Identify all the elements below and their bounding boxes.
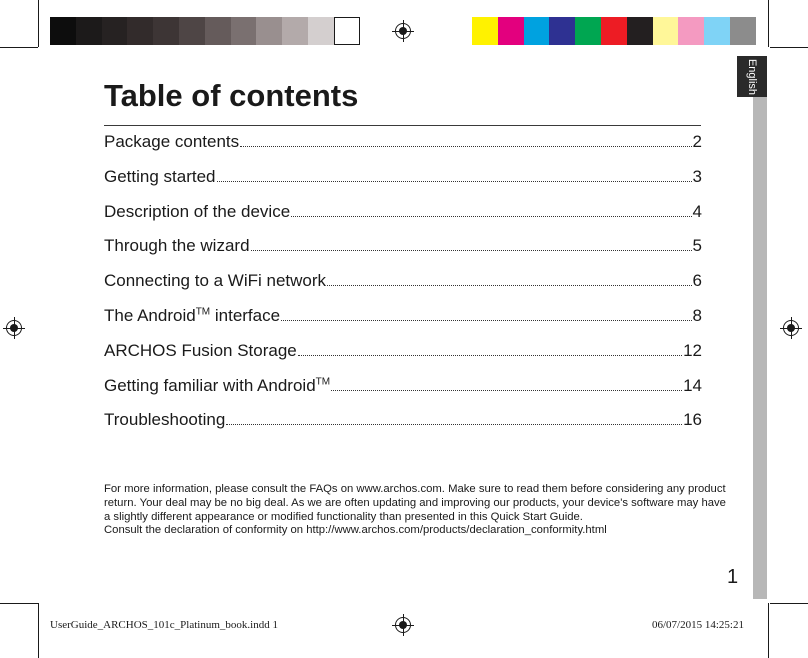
- page-number: 1: [727, 566, 739, 588]
- registration-mark-icon: [780, 317, 802, 339]
- color-swatch: [102, 17, 128, 45]
- dot-leader: [281, 320, 691, 321]
- color-swatch: [308, 17, 334, 45]
- toc-entry[interactable]: [104, 306, 702, 341]
- crop-mark: [0, 47, 38, 48]
- crop-mark: [770, 603, 808, 604]
- toc-entry[interactable]: [104, 341, 702, 376]
- toc-entry-page: 8: [692, 305, 702, 325]
- crop-mark: [38, 0, 39, 47]
- language-tab-label: English: [746, 58, 758, 95]
- registration-mark-icon: [392, 614, 414, 636]
- toc-entry-label: Description of the device: [104, 201, 291, 221]
- toc-entry-page: 5: [692, 236, 702, 256]
- title-rule: [104, 125, 701, 126]
- toc-entry-page: 2: [692, 132, 702, 151]
- page-title: Table of contents: [104, 78, 359, 113]
- dot-leader: [226, 424, 682, 425]
- color-swatch: [205, 17, 231, 45]
- trademark-sup: TM: [315, 375, 331, 387]
- trademark-sup: TM: [195, 306, 211, 318]
- color-swatch: [256, 17, 282, 45]
- color-swatch: [50, 17, 76, 45]
- dot-leader: [331, 390, 682, 391]
- color-swatch: [549, 17, 575, 45]
- color-swatch: [627, 17, 653, 45]
- dot-leader: [240, 146, 691, 147]
- toc-entry-page: 12: [683, 340, 702, 360]
- color-swatch: [179, 17, 205, 45]
- dot-leader: [327, 285, 691, 286]
- dot-leader: [217, 181, 692, 182]
- toc-entry-label: Getting started: [104, 166, 216, 186]
- color-swatch: [153, 17, 179, 45]
- color-swatch: [653, 17, 679, 45]
- color-swatch: [127, 17, 153, 45]
- color-swatch: [472, 17, 498, 45]
- toc-entry[interactable]: [104, 167, 702, 202]
- side-bar: [753, 97, 767, 599]
- color-swatch: [524, 17, 550, 45]
- toc-entry-label: The Android™ interface: [104, 305, 281, 325]
- toc-entry-page: 3: [692, 166, 702, 186]
- toc-entry-label: Connecting to a WiFi network: [104, 271, 327, 291]
- process-color-bar: [472, 17, 756, 45]
- crop-mark: [768, 603, 769, 658]
- toc-entry[interactable]: [104, 376, 702, 411]
- slug-timestamp: 06/07/2015 14:25:21: [652, 619, 744, 631]
- table-of-contents: [104, 132, 702, 445]
- gray-color-bar: [50, 17, 360, 45]
- slug-filename: UserGuide_ARCHOS_101c_Platinum_book.indd 1: [50, 619, 278, 631]
- color-swatch: [498, 17, 524, 45]
- toc-entry[interactable]: [104, 132, 702, 167]
- toc-entry-page: 14: [683, 375, 702, 395]
- registration-mark-icon: [3, 317, 25, 339]
- color-swatch: [76, 17, 102, 45]
- language-tab: [737, 56, 767, 97]
- toc-entry[interactable]: [104, 236, 702, 271]
- toc-entry-label: ARCHOS Fusion Storage: [104, 340, 297, 360]
- registration-mark-icon: [392, 20, 414, 42]
- color-swatch: [730, 17, 756, 45]
- toc-entry-label: Troubleshooting: [104, 410, 226, 430]
- toc-entry-label: Getting familiar with Android™: [104, 375, 331, 395]
- toc-entry-page: 4: [692, 201, 702, 221]
- conformity-note: Consult the declaration of conformity on http://www.archos.com/products/declaration_conformity.html: [104, 524, 607, 536]
- crop-mark: [38, 603, 39, 658]
- toc-entry-label: Through the wizard: [104, 236, 250, 256]
- color-swatch: [601, 17, 627, 45]
- color-swatch: [282, 17, 308, 45]
- color-swatch: [231, 17, 257, 45]
- dot-leader: [298, 355, 682, 356]
- info-note: For more information, please consult the FAQs on www.archos.com. Make sure to read them before considering any product return. Your deal may be no big deal. As we are often updating and improving our products, your device's software may have a slightly different appearance or modified functionality than presented in this Quick Start Guide.: [104, 483, 726, 523]
- crop-mark: [768, 0, 769, 47]
- toc-entry-page: 16: [683, 410, 702, 430]
- toc-entry-page: 6: [692, 271, 702, 291]
- crop-mark: [770, 47, 808, 48]
- dot-leader: [291, 216, 691, 217]
- crop-mark: [0, 603, 38, 604]
- toc-entry[interactable]: [104, 410, 702, 445]
- color-swatch: [704, 17, 730, 45]
- color-swatch: [334, 17, 360, 45]
- toc-entry-label: Package contents: [104, 132, 240, 151]
- color-swatch: [575, 17, 601, 45]
- toc-entry[interactable]: [104, 271, 702, 306]
- toc-entry[interactable]: [104, 202, 702, 237]
- color-swatch: [678, 17, 704, 45]
- dot-leader: [251, 250, 692, 251]
